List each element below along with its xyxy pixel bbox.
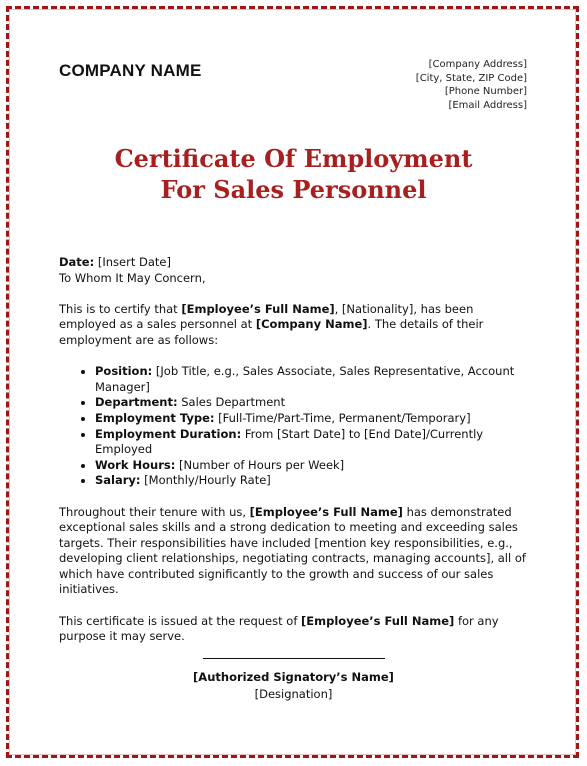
list-item-department xyxy=(95,395,534,411)
address-line: [City, State, ZIP Code] xyxy=(415,72,527,84)
salutation: To Whom It May Concern, xyxy=(59,270,206,285)
list-item-work-hours xyxy=(95,458,534,474)
tenure-paragraph xyxy=(59,505,534,599)
signatory-name: [Authorized Signatory’s Name] xyxy=(193,670,394,684)
intro-text: , [Nationality], has been employed as a sales personnel at xyxy=(59,301,474,332)
signature-line xyxy=(203,658,385,659)
intro-paragraph xyxy=(59,302,534,349)
signatory-designation: [Designation] xyxy=(254,687,333,701)
address-line: [Email Address] xyxy=(448,99,527,111)
date-line xyxy=(59,255,534,271)
address-line: [Company Address] xyxy=(428,59,527,70)
body-text: Throughout their tenure with us, xyxy=(59,504,250,519)
detail-value: [Number of Hours per Week] xyxy=(175,457,345,472)
detail-value: [Job Title, e.g., Sales Associate, Sales Representative, Account Manager] xyxy=(95,364,515,394)
company-address-block xyxy=(416,58,527,112)
date-label: Date: xyxy=(59,255,95,269)
closing-paragraph xyxy=(59,614,534,645)
employee-name-placeholder: [Employee’s Full Name] xyxy=(181,301,335,316)
address-line: [Phone Number] xyxy=(444,86,527,97)
closing-text: This certificate is issued at the request of xyxy=(59,613,302,628)
title-line-2: For Sales Personnel xyxy=(160,175,427,204)
title-line-1: Certificate Of Employment xyxy=(114,144,473,173)
detail-value: From [Start Date] to [End Date]/Currently Employed xyxy=(95,426,484,457)
detail-label: Work Hours: xyxy=(95,457,176,472)
closing-text: for any purpose it may serve. xyxy=(59,613,499,644)
document-title xyxy=(0,143,587,205)
detail-value: [Monthly/Hourly Rate] xyxy=(140,473,271,488)
body-text: has demonstrated exceptional sales skills and a strong dedication to meeting and exceeding sales targets. Their responsibilities have included [mention key responsibilities, e.g., developing client relationships, negotiating contracts, managing accounts], all of which have contributed significantly to the growth and success of our sales initiatives. xyxy=(59,504,526,597)
intro-text: . The details of their employment are as follows: xyxy=(59,317,484,347)
detail-label: Department: xyxy=(95,395,178,410)
company-name: COMPANY NAME xyxy=(59,61,202,80)
company-name-placeholder: [Company Name] xyxy=(255,317,368,332)
detail-label: Employment Duration: xyxy=(95,426,242,441)
list-item-salary xyxy=(95,473,534,489)
detail-value: [Full-Time/Part-Time, Permanent/Temporary] xyxy=(214,410,471,425)
employee-name-placeholder: [Employee’s Full Name] xyxy=(301,613,455,628)
detail-label: Employment Type: xyxy=(95,410,215,425)
employment-details-list xyxy=(59,364,534,489)
list-item-employment-duration xyxy=(95,427,534,458)
list-item-employment-type xyxy=(95,411,534,427)
signature-block xyxy=(0,650,587,703)
detail-label: Salary: xyxy=(95,473,141,488)
employee-name-placeholder: [Employee’s Full Name] xyxy=(249,504,403,519)
detail-label: Position: xyxy=(95,364,153,379)
detail-value: Sales Department xyxy=(177,395,286,410)
date-value: [Insert Date] xyxy=(94,255,171,269)
list-item-position xyxy=(95,364,534,395)
intro-text: This is to certify that xyxy=(59,301,182,316)
certificate-body xyxy=(59,255,534,645)
